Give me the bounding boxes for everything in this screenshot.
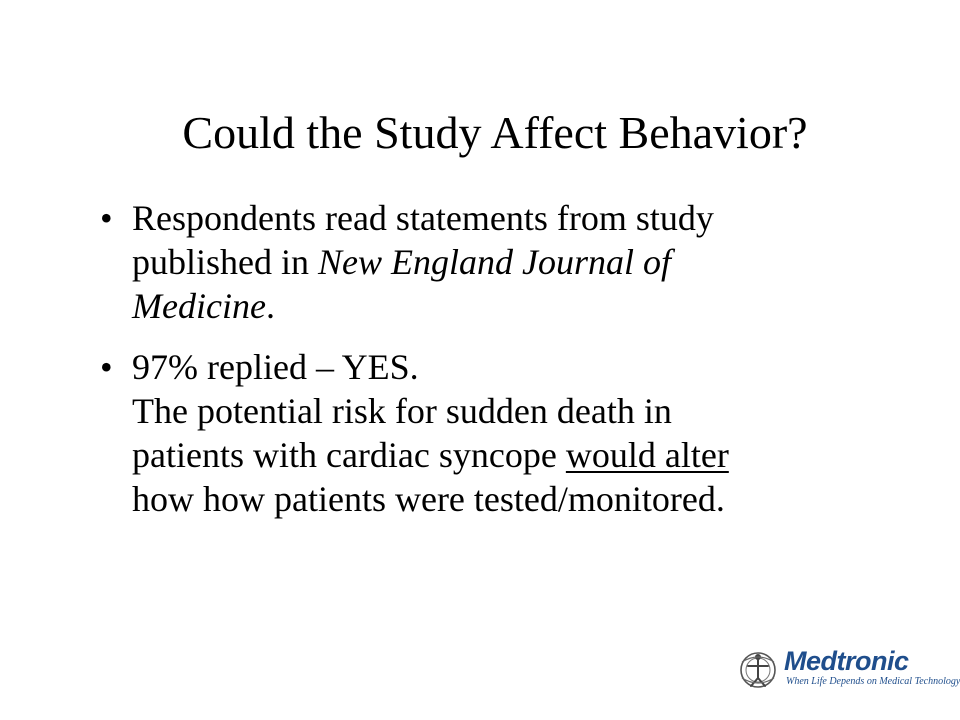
bullet1-line3-end: . [265,286,275,326]
medtronic-logo [736,644,960,696]
underlined-phrase: would alter [565,435,729,475]
bullet2-line1: 97% replied – YES. [132,347,419,387]
journal-name-part1: New England Journal of [318,242,671,282]
bullet2-line2: The potential risk for sudden death in [132,391,672,431]
bullet-item-result [100,345,860,521]
bullet1-line1: Respondents read statements from study [132,198,714,238]
bullet2-line3 [132,433,860,477]
bullet-item-study [100,196,860,328]
bullet-marker: • [100,198,113,238]
logo-wordmark: Medtronic [784,646,909,676]
bullet1-line2-text: published in [132,242,318,282]
journal-name-part2: Medicine [132,286,266,326]
bullet1-line2 [132,240,860,284]
logo-tagline: When Life Depends on Medical Technology [786,676,960,687]
bullet2-line4: how how patients were tested/monitored. [132,479,725,519]
slide-title: Could the Study Affect Behavior? [182,107,808,158]
bullet1-line3 [132,284,860,328]
bullet-marker: • [100,347,113,387]
medtronic-emblem-icon [736,648,780,692]
bullet-list [100,196,860,538]
bullet2-line3-text: patients with cardiac syncope [132,435,566,475]
